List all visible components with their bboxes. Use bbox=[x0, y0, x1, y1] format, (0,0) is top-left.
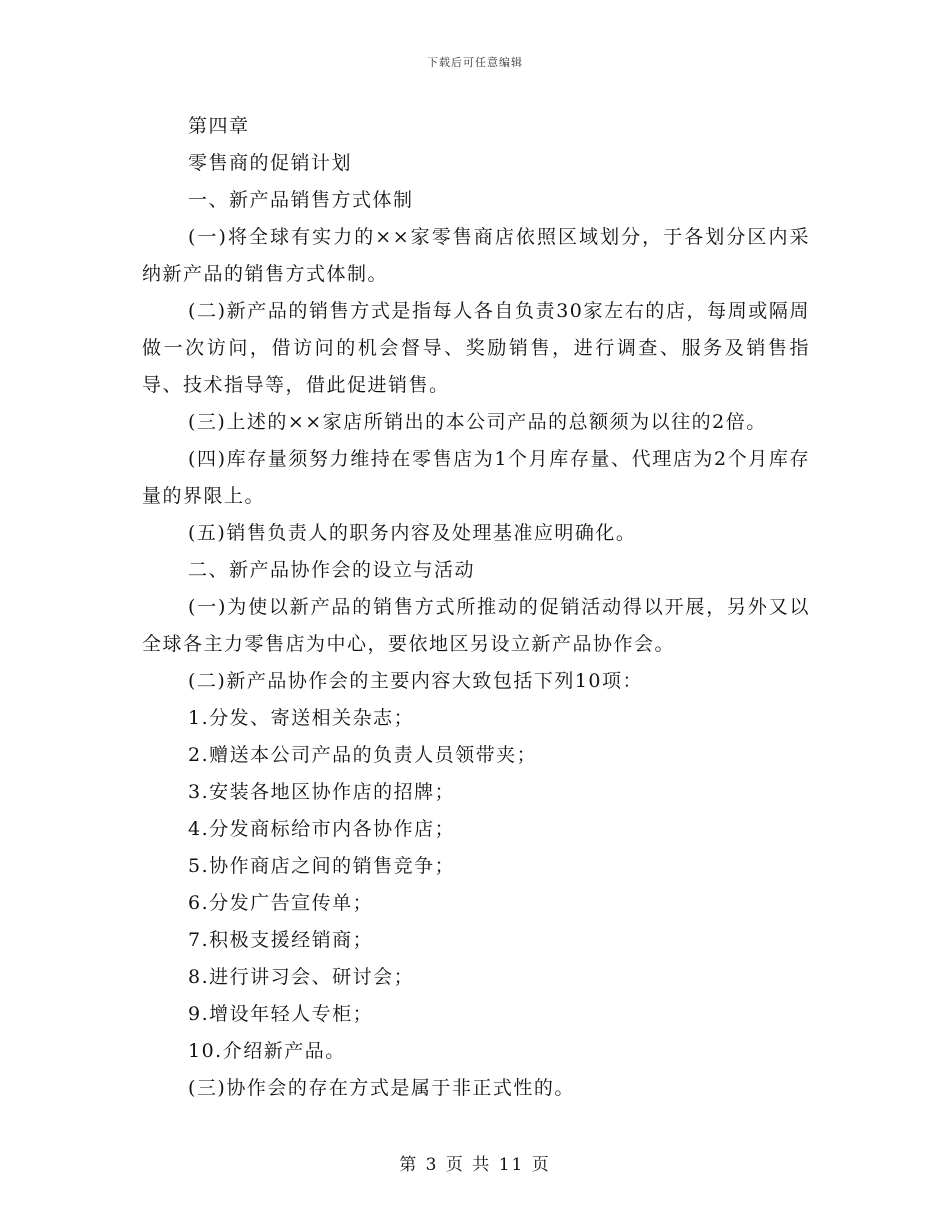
header-note: 下载后可任意编辑 bbox=[427, 56, 523, 69]
list-item: 8.进行讲习会、研讨会； bbox=[188, 966, 415, 988]
list-item: 7.积极支援经销商； bbox=[188, 929, 374, 951]
paragraph: (四)库存量须努力维持在零售店为1个月库存量、代理店为2个月库存量的界限上。 bbox=[142, 448, 810, 507]
paragraph: (三)协作会的存在方式是属于非正式性的。 bbox=[188, 1077, 575, 1099]
paragraph: (二)新产品的销售方式是指每人各自负责30家左右的店，每周或隔周做一次访问，借访问的机会督导、奖励销售，进行调查、服务及销售指导、技术指导等，借此促进销售。 bbox=[142, 300, 810, 396]
paragraph: (三)上述的××家店所销出的本公司产品的总额须为以往的2倍。 bbox=[188, 411, 767, 433]
list-item: 4.分发商标给市内各协作店； bbox=[188, 818, 456, 840]
chapter-number: 第四章 bbox=[188, 115, 250, 137]
document-body bbox=[142, 108, 810, 1107]
list-item: 9.增设年轻人专柜； bbox=[188, 1003, 374, 1025]
list-item: 5.协作商店之间的销售竞争； bbox=[188, 855, 456, 877]
paragraph: (二)新产品协作会的主要内容大致包括下列10项： bbox=[188, 670, 644, 692]
paragraph: (一)为使以新产品的销售方式所推动的促销活动得以开展，另外又以全球各主力零售店为中心，要依地区另设立新产品协作会。 bbox=[142, 596, 810, 655]
list-item: 3.安装各地区协作店的招牌； bbox=[188, 781, 456, 803]
section-heading: 二、新产品协作会的设立与活动 bbox=[188, 559, 476, 581]
page-number-footer: 第 3 页 共 11 页 bbox=[399, 1155, 551, 1175]
chapter-title: 零售商的促销计划 bbox=[188, 152, 353, 174]
list-item: 6.分发广告宣传单； bbox=[188, 892, 374, 914]
list-item: 2.赠送本公司产品的负责人员领带夹； bbox=[188, 744, 538, 766]
section-heading: 一、新产品销售方式体制 bbox=[188, 189, 414, 211]
list-item: 1.分发、寄送相关杂志； bbox=[188, 707, 415, 729]
paragraph: (五)销售负责人的职务内容及处理基准应明确化。 bbox=[188, 522, 637, 544]
list-item: 10.介绍新产品。 bbox=[188, 1040, 346, 1062]
paragraph: (一)将全球有实力的××家零售商店依照区域划分，于各划分区内采纳新产品的销售方式体制。 bbox=[142, 226, 810, 285]
